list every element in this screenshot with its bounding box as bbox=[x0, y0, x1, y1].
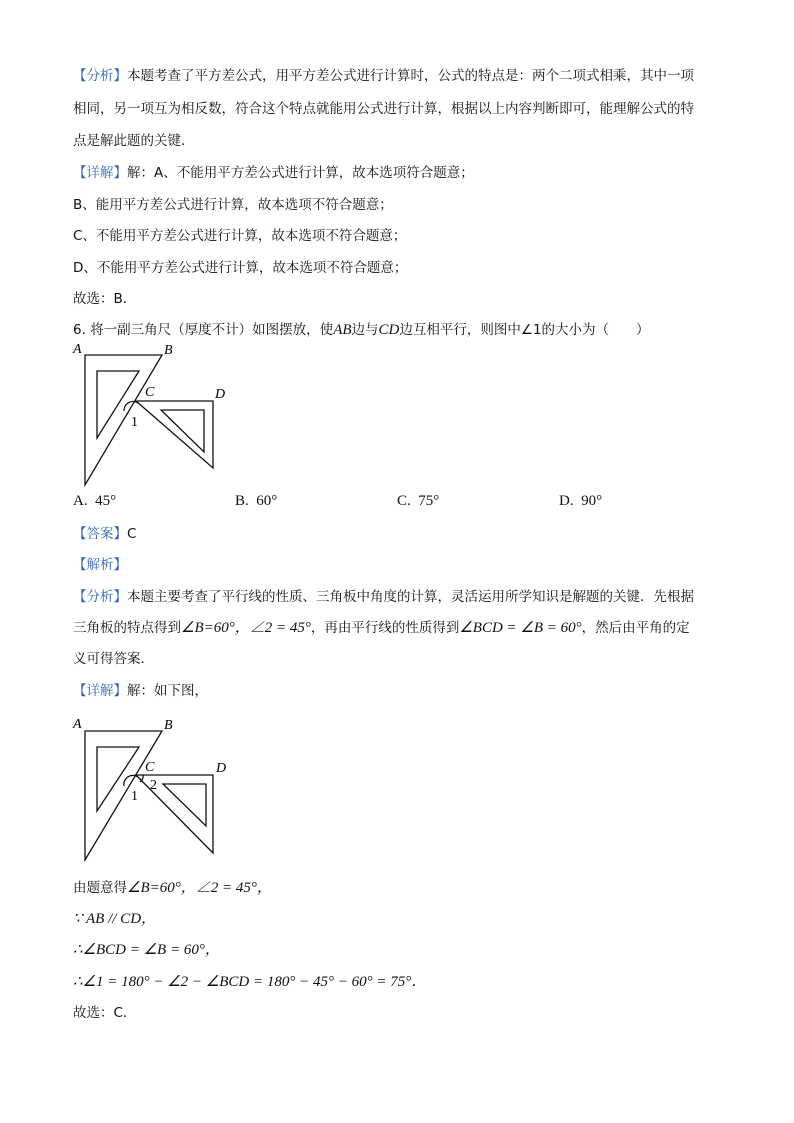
question-number: 6. bbox=[73, 322, 86, 338]
label-b: B bbox=[164, 343, 173, 358]
option-a[interactable]: A. 45° bbox=[73, 493, 117, 509]
answer-value: C bbox=[127, 526, 137, 542]
explain-tag: 【解析】 bbox=[73, 557, 127, 573]
detail-2-line: 【详解】解：如下图， bbox=[73, 683, 208, 699]
triangle-set-figure-1 bbox=[65, 340, 245, 490]
analysis-2-line-1: 【分析】本题主要考查了平行线的性质、三角板中角度的计算，灵活运用所学知识是解题的关键．先根据 bbox=[73, 589, 694, 605]
label-b: B bbox=[164, 718, 173, 733]
detail-1-choose: 故选：B． bbox=[73, 291, 137, 307]
analysis-1-line-2: 相同，另一项互为相反数，符合这个特点就能用公式进行计算，根据以上内容判断即可，能理解公式的特 bbox=[73, 101, 694, 117]
question-6: 6. 将一副三角尺（厚度不计）如图摆放，使AB边与CD边互相平行，则图中∠1的大小为（ ） bbox=[73, 322, 650, 338]
angle-1-arc bbox=[124, 775, 138, 786]
label-a: A bbox=[73, 342, 82, 357]
label-angle-2: 2 bbox=[150, 778, 157, 793]
analysis-tag: 【分析】 bbox=[73, 589, 127, 605]
label-c: C bbox=[145, 760, 155, 775]
label-angle-1: 1 bbox=[131, 789, 138, 804]
label-d: D bbox=[215, 387, 226, 402]
step-4: ∴∠1 = 180° − ∠2 − ∠BCD = 180° − 45° − 60° = 75°． bbox=[73, 974, 427, 990]
step-3: ∴∠BCD = ∠B = 60°， bbox=[73, 942, 220, 958]
small-triangle-inner bbox=[161, 410, 204, 452]
analysis-2-line-2: 三角板的特点得到∠B=60°，∠2 = 45°，再由平行线的性质得到∠BCD = ∠B = 60°，然后由平角的定 bbox=[73, 620, 690, 636]
detail-1-line-a: 【详解】解：A、不能用平方差公式进行计算，故本选项符合题意； bbox=[73, 165, 474, 181]
small-triangle-outer bbox=[136, 775, 213, 853]
option-c[interactable]: C. 75° bbox=[397, 493, 440, 509]
label-c: C bbox=[145, 385, 155, 400]
detail-1-line-c: C、不能用平方差公式进行计算，故本选项不符合题意； bbox=[73, 228, 407, 244]
step-1: 由题意得∠B=60°，∠2 = 45°， bbox=[73, 880, 272, 896]
answer-line bbox=[73, 524, 136, 544]
small-triangle-inner bbox=[163, 784, 206, 826]
triangle-set-figure-2 bbox=[65, 712, 245, 862]
analysis-1-line-3: 点是解此题的关键． bbox=[73, 133, 195, 149]
step-2: ∵ AB // CD， bbox=[73, 911, 157, 927]
label-a: A bbox=[73, 717, 82, 732]
detail-1-line-d: D、不能用平方差公式进行计算，故本选项不符合题意； bbox=[73, 260, 408, 276]
label-angle-1: 1 bbox=[131, 415, 138, 430]
answer-tag: 【答案】 bbox=[73, 526, 127, 542]
detail-tag: 【详解】 bbox=[73, 683, 127, 699]
step-choose: 故选：C． bbox=[73, 1005, 137, 1021]
answer-options bbox=[73, 493, 633, 515]
small-triangle-outer bbox=[136, 401, 213, 468]
analysis-1-line-1: 【分析】本题考查了平方差公式，用平方差公式进行计算时，公式的特点是：两个二项式相乘，其中一项 bbox=[73, 68, 694, 84]
analysis-2-line-3: 义可得答案． bbox=[73, 651, 154, 667]
option-d[interactable]: D. 90° bbox=[559, 493, 603, 509]
label-d: D bbox=[216, 761, 227, 776]
detail-1-line-b: B、能用平方差公式进行计算，故本选项不符合题意； bbox=[73, 197, 393, 213]
detail-tag: 【详解】 bbox=[73, 165, 127, 181]
option-b[interactable]: B. 60° bbox=[235, 493, 278, 509]
analysis-tag: 【分析】 bbox=[73, 68, 127, 84]
